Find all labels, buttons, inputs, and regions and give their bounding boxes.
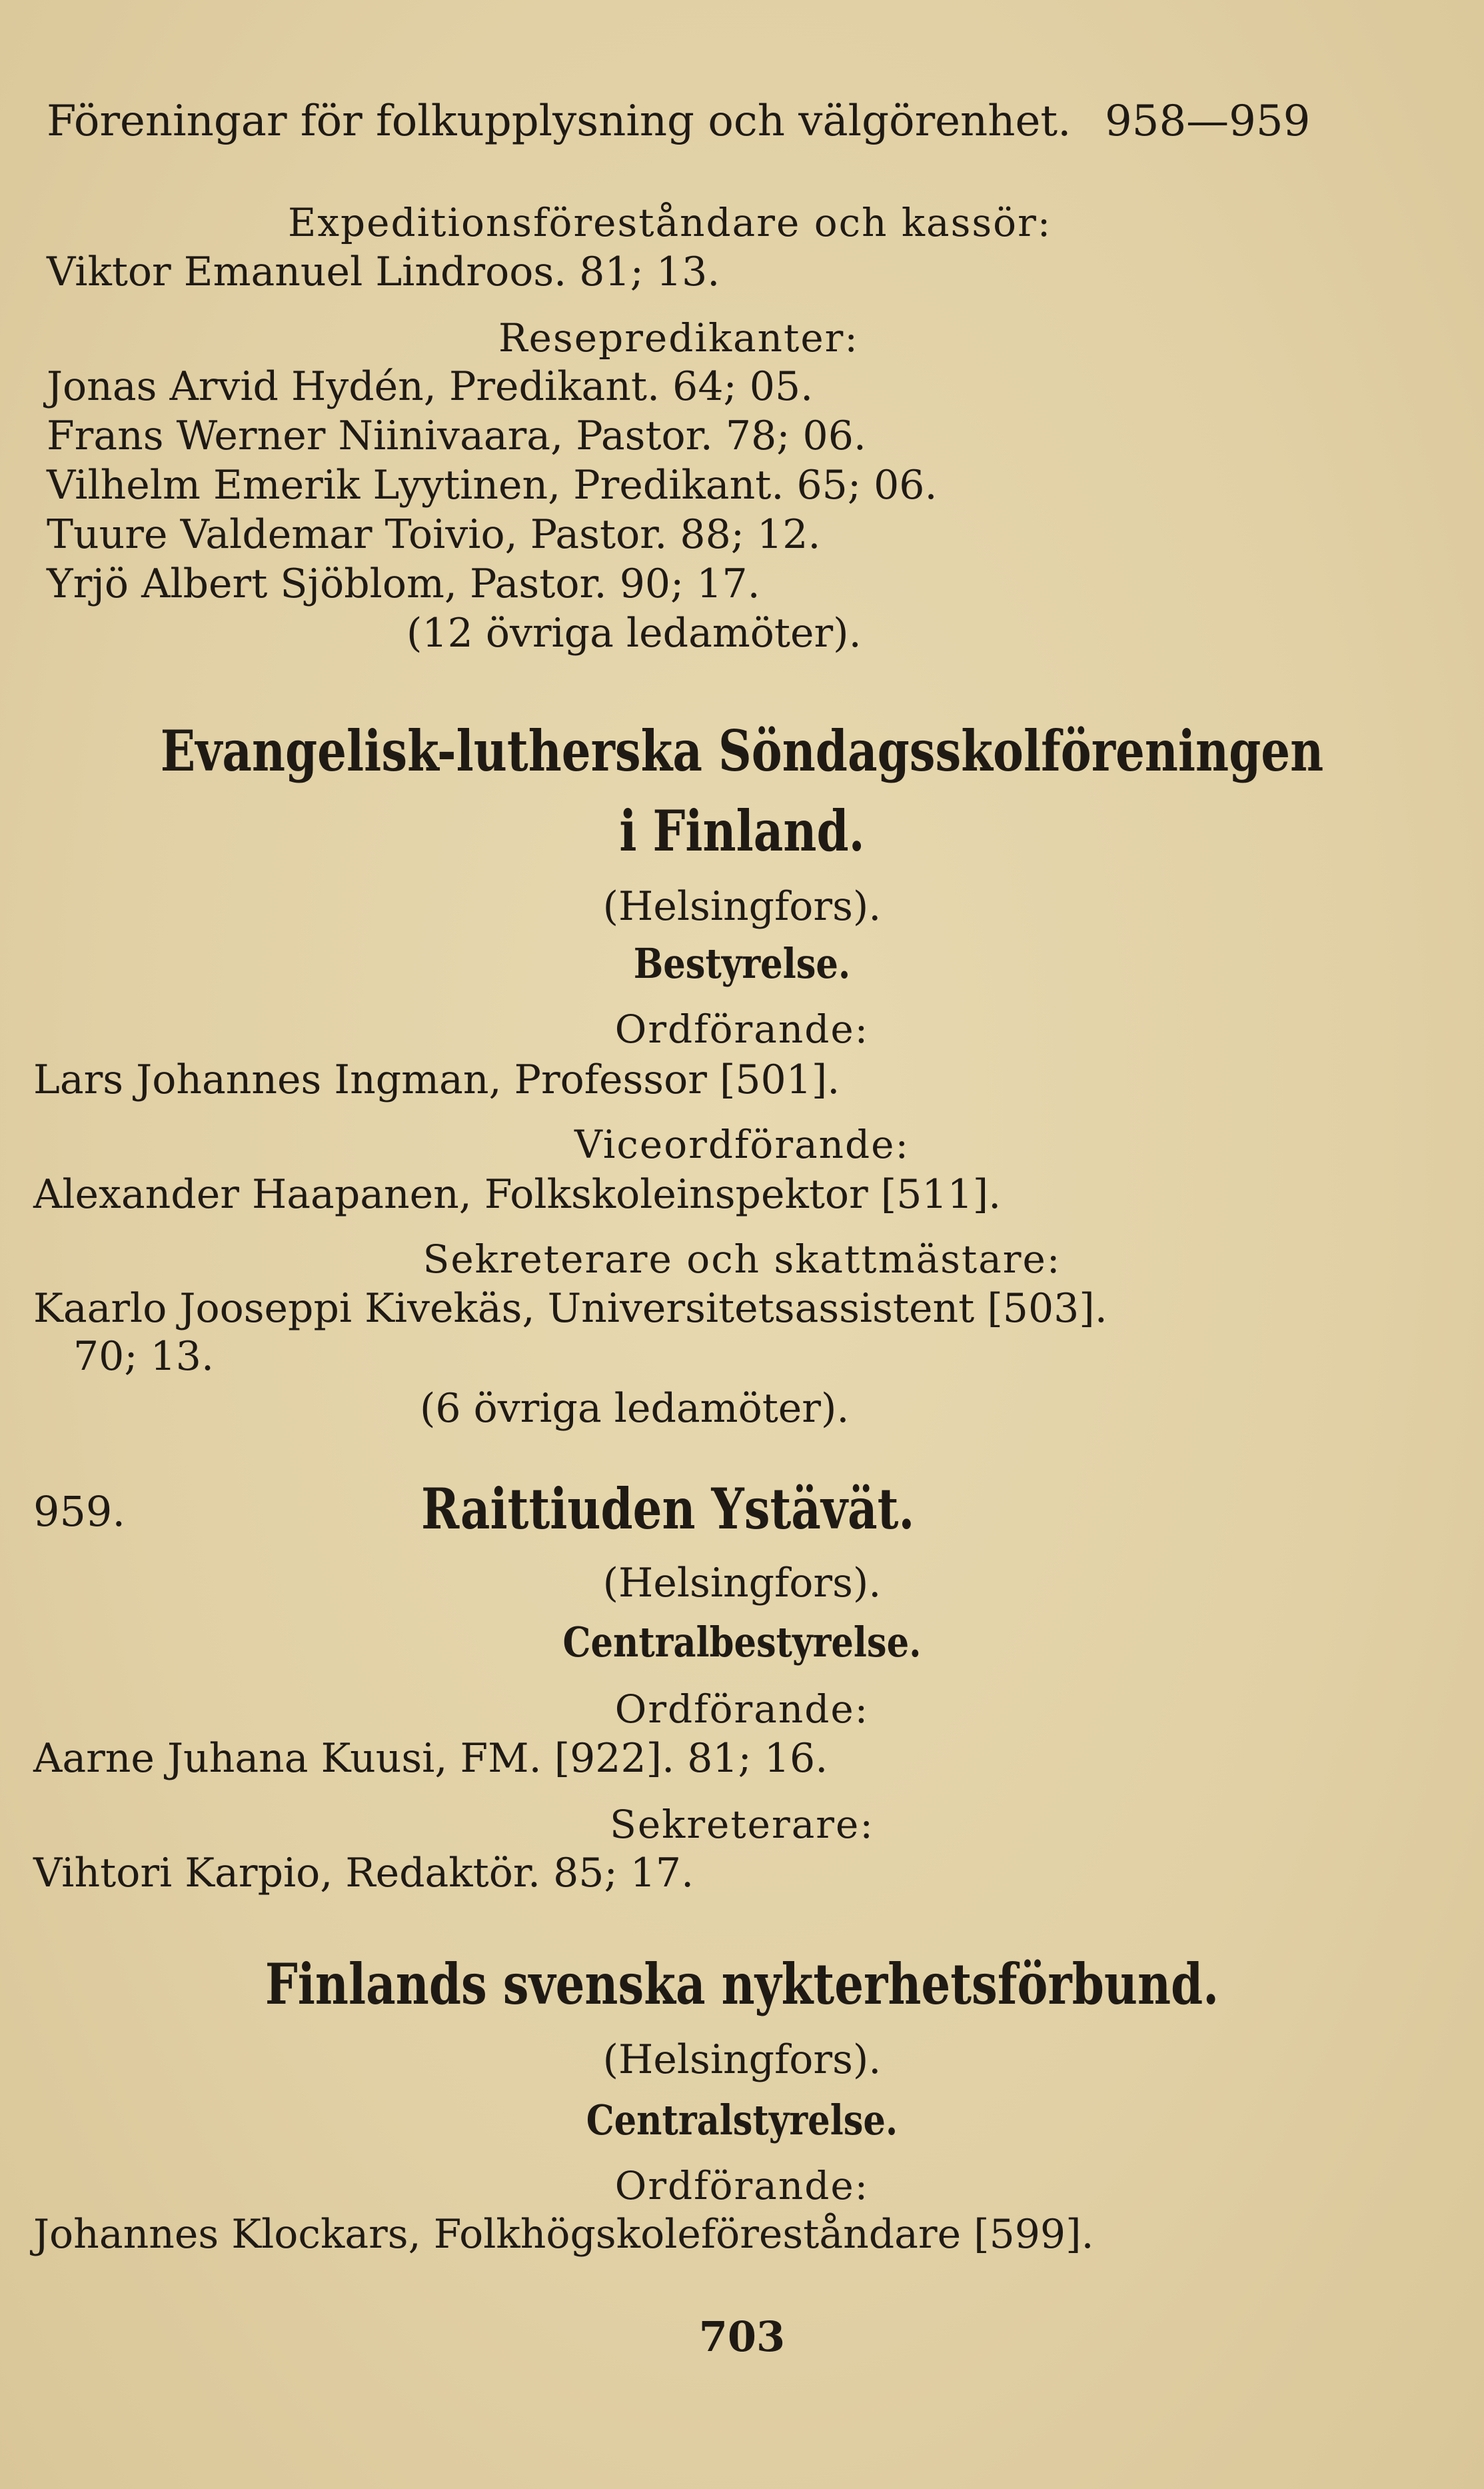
person-karpio: Vihtori Karpio, Redaktör. 85; 17. <box>33 1850 694 1896</box>
person-toivio: Tuure Valdemar Toivio, Pastor. 88; 12. <box>47 511 821 558</box>
section-title: Finlands svenska nykterhetsförbund. <box>265 1951 1219 2017</box>
person-haapanen: Alexander Haapanen, Folkskoleinspektor [511]. <box>33 1171 1002 1218</box>
location: (Helsingfors). <box>602 2036 882 2083</box>
page-number-range: 958—959 <box>1105 97 1311 146</box>
board-heading: Bestyrelse. <box>633 939 851 988</box>
board-heading: Centralbestyrelse. <box>562 1618 922 1666</box>
section-title: Evangelisk-lutherska Söndagsskolföreningen <box>160 718 1324 784</box>
role-expedition: Expeditionsföreståndare och kassör: <box>288 200 1052 245</box>
person-kivekas: Kaarlo Jooseppi Kivekäs, Universitetsassistent [503]. <box>33 1285 1108 1332</box>
other-members: (12 övriga ledamöter). <box>406 610 862 657</box>
person-ingman: Lars Johannes Ingman, Professor [501]. <box>33 1057 840 1103</box>
entry-number: 959. <box>33 1487 126 1536</box>
role-viceordforande: Viceordförande: <box>574 1122 910 1167</box>
section-title-cont: i Finland. <box>619 798 865 864</box>
person-niinivaara: Frans Werner Niinivaara, Pastor. 78; 06. <box>47 413 866 459</box>
person-lindroos: Viktor Emanuel Lindroos. 81; 13. <box>47 249 720 295</box>
person-kivekas-years: 70; 13. <box>73 1333 215 1380</box>
person-lyytinen: Vilhelm Emerik Lyytinen, Predikant. 65; 06. <box>47 462 938 509</box>
section-title: Raittiuden Ystävät. <box>421 1476 915 1542</box>
role-sekreterare-skattmastare: Sekreterare och skattmästare: <box>422 1237 1062 1282</box>
person-klockars: Johannes Klockars, Folkhögskoleföreståndare [599]. <box>33 2211 1094 2258</box>
location: (Helsingfors). <box>602 1560 882 1606</box>
person-kuusi: Aarne Juhana Kuusi, FM. [922]. 81; 16. <box>33 1735 828 1782</box>
other-members: (6 övriga ledamöter). <box>420 1385 850 1432</box>
role-sekreterare: Sekreterare: <box>610 1802 874 1847</box>
person-sjoblom: Yrjö Albert Sjöblom, Pastor. 90; 17. <box>47 561 760 607</box>
location: (Helsingfors). <box>602 883 882 930</box>
board-heading: Centralstyrelse. <box>586 2096 898 2144</box>
page-number: 703 <box>698 2312 786 2361</box>
role-ordforande: Ordförande: <box>614 1007 870 1052</box>
person-hyden: Jonas Arvid Hydén, Predikant. 64; 05. <box>47 363 814 410</box>
role-ordforande: Ordförande: <box>614 1686 870 1732</box>
running-title: Föreningar för folkupplysning och välgörenhet. <box>47 97 1072 146</box>
role-resepredikanter: Resepredikanter: <box>498 315 859 361</box>
role-ordforande: Ordförande: <box>614 2163 870 2208</box>
